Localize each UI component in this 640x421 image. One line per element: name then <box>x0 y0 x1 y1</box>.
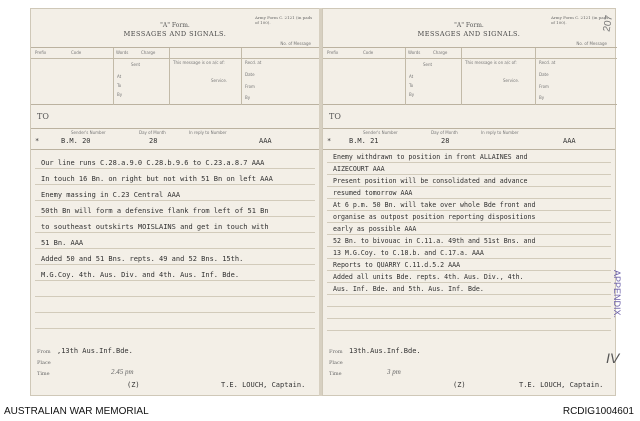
form-title: "A" Form. <box>160 22 190 29</box>
meta-row <box>31 136 319 150</box>
words-label: Words <box>116 50 129 55</box>
message-line: 13 M.G.Coy. to C.18.b. and C.17.a. AAA <box>333 249 484 257</box>
divider <box>535 48 536 105</box>
from-small-label: From <box>539 84 549 89</box>
rule <box>327 198 611 199</box>
document-scan <box>30 8 616 396</box>
place-label: Place <box>37 360 51 366</box>
to-heading: TO <box>37 112 49 121</box>
service-word: Service. <box>503 78 520 83</box>
divider <box>405 48 406 105</box>
to-small-label: To <box>117 83 122 88</box>
meta-row <box>323 136 615 150</box>
reply-number-label: In reply to Number <box>481 130 519 135</box>
rule <box>327 282 611 283</box>
from-value: 13th.Aus.Inf.Bde. <box>349 347 421 355</box>
place-label: Place <box>329 360 343 366</box>
rule <box>35 248 315 249</box>
message-line: to southeast outskirts MOISLAINS and get in touch with <box>41 223 269 231</box>
rule <box>327 294 611 295</box>
divider <box>461 48 462 105</box>
at-label: At <box>409 74 414 79</box>
divider <box>113 48 114 105</box>
rule <box>327 258 611 259</box>
rule <box>327 222 611 223</box>
message-line: M.G.Coy. 4th. Aus. Div. and 4th. Aus. Inf. Bde. <box>41 271 240 279</box>
star-mark: * <box>35 137 40 145</box>
service-label: This message is on a/c of: <box>173 60 225 65</box>
to-small-label: To <box>409 83 414 88</box>
rule <box>35 280 315 281</box>
message-form-left <box>30 8 320 396</box>
reply-number-label: In reply to Number <box>189 130 227 135</box>
recd-label: Recd. at <box>539 60 556 65</box>
aaa-mark: AAA <box>259 137 272 145</box>
from-value: ,13th Aus.Inf.Bde. <box>57 347 133 355</box>
rule <box>327 318 611 319</box>
rule <box>327 234 611 235</box>
star-mark: * <box>327 137 332 145</box>
message-line: Added 50 and 51 Bns. repts. 49 and 52 Bns. 15th. <box>41 255 244 263</box>
message-line: 50th Bn will form a defensive flank from left of 51 Bn <box>41 207 269 215</box>
prefix-label: Prefix <box>35 50 47 55</box>
time-label: Time <box>37 371 50 377</box>
message-line: early as possible AAA <box>333 225 417 233</box>
from-label: From <box>329 349 343 355</box>
message-line: Enemy massing in C.23 Central AAA <box>41 191 181 199</box>
words-label: Words <box>408 50 421 55</box>
divider <box>241 48 242 105</box>
rule <box>327 210 611 211</box>
by-label-2: By <box>539 95 545 100</box>
time-value: 2.45 pm <box>111 368 134 376</box>
rule <box>327 306 611 307</box>
signature: T.E. LOUCH, Captain. <box>519 381 604 389</box>
at-label: At <box>117 74 122 79</box>
message-line: 52 Bn. to bivouac in C.11.a. 49th and 51st Bns. and <box>333 237 536 245</box>
msg-no-label: No. of Message <box>576 41 607 46</box>
by-label: By <box>117 92 123 97</box>
to-row <box>31 107 319 129</box>
by-label-2: By <box>245 95 251 100</box>
message-line: AIZECOURT AAA <box>333 165 385 173</box>
rule <box>35 184 315 185</box>
folio-number: 207 <box>601 14 616 33</box>
rule <box>35 264 315 265</box>
archive-credit: AUSTRALIAN WAR MEMORIAL <box>4 406 149 417</box>
date-label: Date <box>539 72 549 77</box>
day-of-month-label: Day of Month <box>431 130 458 135</box>
form-title: "A" Form. <box>454 22 484 29</box>
z-mark: (Z) <box>127 381 140 389</box>
message-line: Reports to QUARRY C.11.d.5.2 AAA <box>333 261 461 269</box>
header-grid <box>31 47 321 105</box>
sent-label: Sent <box>423 62 433 67</box>
message-line: resumed tomorrow AAA <box>333 189 413 197</box>
rule <box>35 168 315 169</box>
army-form-ref: Army Form C. 2121 (in pads of 100). <box>551 15 609 25</box>
rule <box>327 330 611 331</box>
rule <box>327 162 611 163</box>
rule <box>35 328 315 329</box>
time-value: 3 pm <box>387 368 401 376</box>
divider <box>169 48 170 105</box>
aaa-mark: AAA <box>563 137 576 145</box>
msg-no-label: No. of Message <box>280 41 311 46</box>
rule <box>327 270 611 271</box>
message-line: 51 Bn. AAA <box>41 239 84 247</box>
divider <box>323 58 617 59</box>
message-line: Present position will be consolidated and advance <box>333 177 528 185</box>
rule <box>35 296 315 297</box>
sent-label: Sent <box>131 62 141 67</box>
signature: T.E. LOUCH, Captain. <box>221 381 306 389</box>
service-label: This message is on a/c of: <box>465 60 517 65</box>
service-word: Service. <box>211 78 228 83</box>
header-grid <box>323 47 617 105</box>
message-line: Added all units Bde. repts. 4th. Aus. Div., 4th. <box>333 273 524 281</box>
charge-label: Charge <box>141 50 156 55</box>
senders-number-label: Sender's Number <box>71 130 106 135</box>
recd-label: Recd. at <box>245 60 262 65</box>
from-label: From <box>37 349 51 355</box>
senders-number: B.M. 21 <box>349 137 379 145</box>
appendix-number: IV <box>606 350 620 366</box>
message-line: At 6 p.m. 50 Bn. will take over whole Bde front and <box>333 201 536 209</box>
code-label: Code <box>71 50 82 55</box>
date-label: Date <box>245 72 255 77</box>
prefix-label: Prefix <box>327 50 339 55</box>
z-mark: (Z) <box>453 381 466 389</box>
message-line: Enemy withdrawn to position in front ALLAINES and <box>333 153 528 161</box>
message-line: organise as outpost position reporting dispositions <box>333 213 536 221</box>
from-small-label: From <box>245 84 255 89</box>
senders-number: B.M. 20 <box>61 137 91 145</box>
rule <box>35 232 315 233</box>
army-form-ref: Army Form C. 2121 (in pads of 100). <box>255 15 313 25</box>
senders-number-label: Sender's Number <box>363 130 398 135</box>
rule <box>327 186 611 187</box>
message-line: Our line runs C.28.a.9.0 C.28.b.9.6 to C.23.a.8.7 AAA <box>41 159 265 167</box>
code-label: Code <box>363 50 374 55</box>
to-row <box>323 107 615 129</box>
to-heading: TO <box>329 112 341 121</box>
appendix-label: APPENDIX. <box>612 270 622 319</box>
day-of-month: 28 <box>149 137 158 145</box>
day-of-month: 28 <box>441 137 450 145</box>
message-line: In touch 16 Bn. on right but not with 51 Bn on left AAA <box>41 175 273 183</box>
form-subtitle: MESSAGES AND SIGNALS. <box>123 30 227 38</box>
rule <box>327 246 611 247</box>
rule <box>35 216 315 217</box>
record-id: RCDIG1004601 <box>562 406 634 417</box>
time-label: Time <box>329 371 342 377</box>
form-subtitle: MESSAGES AND SIGNALS. <box>417 30 521 38</box>
message-form-right <box>322 8 616 396</box>
rule <box>35 312 315 313</box>
by-label: By <box>409 92 415 97</box>
day-of-month-label: Day of Month <box>139 130 166 135</box>
rule <box>327 174 611 175</box>
rule <box>35 200 315 201</box>
charge-label: Charge <box>433 50 448 55</box>
divider <box>31 58 321 59</box>
message-line: Aus. Inf. Bde. and 5th. Aus. Inf. Bde. <box>333 285 484 293</box>
